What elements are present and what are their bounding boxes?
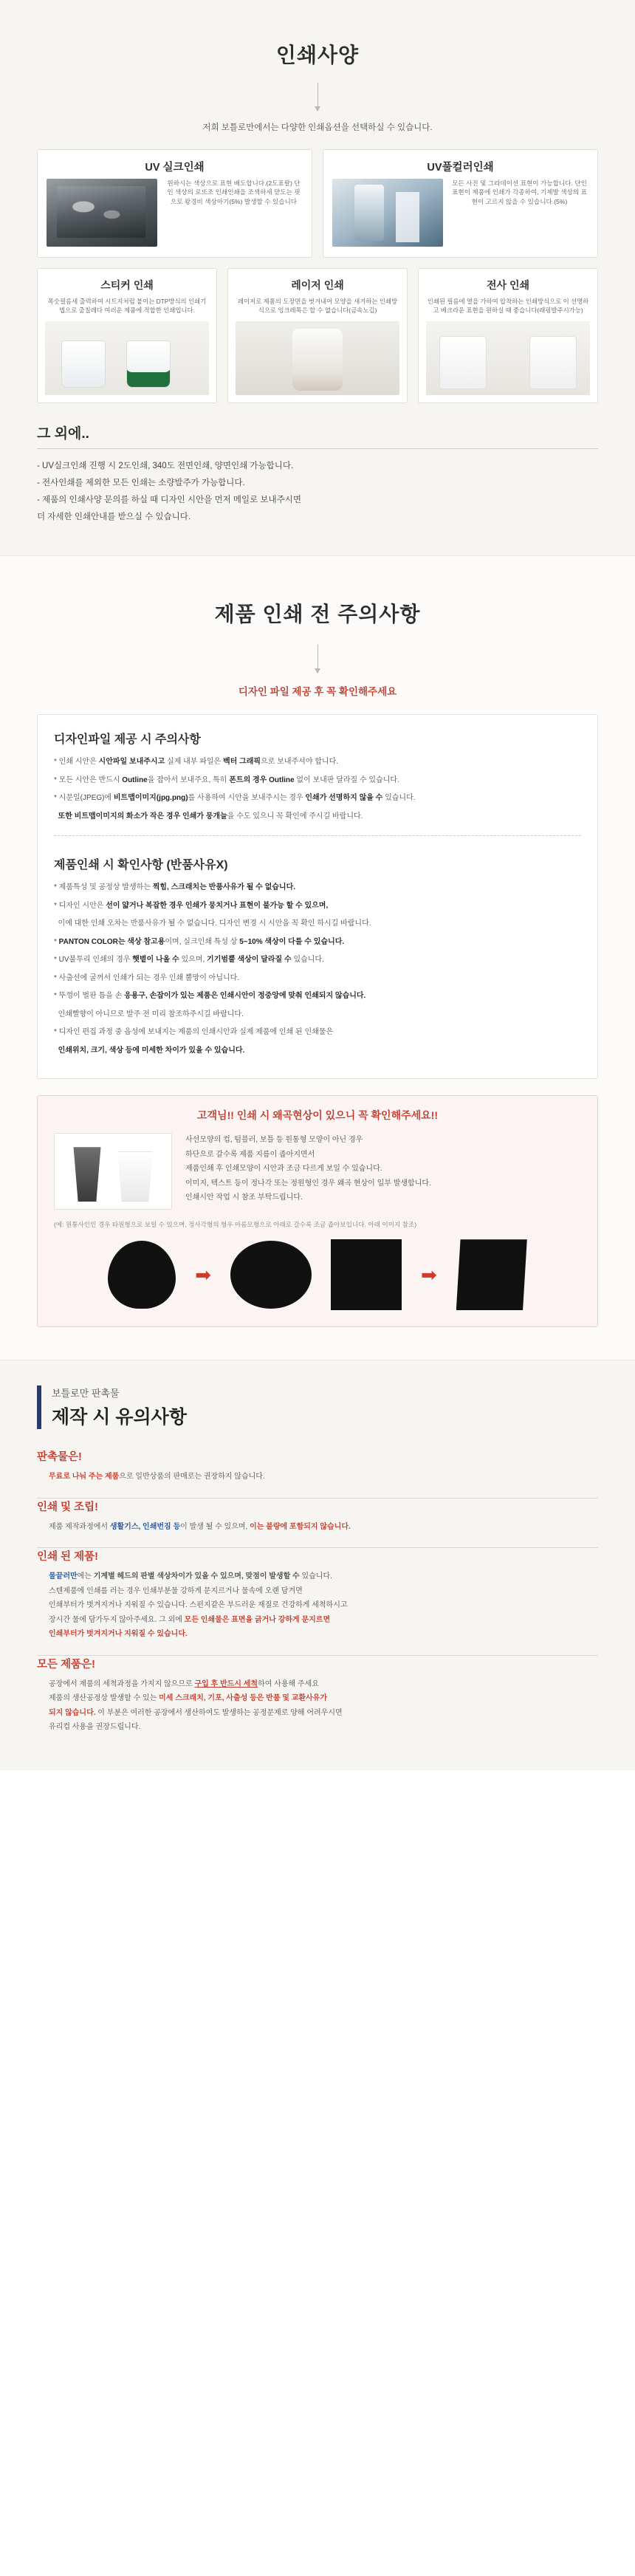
warning-line: 하단으로 갈수록 제품 지름이 좁아지면서 (185, 1150, 315, 1159)
product-photo (236, 321, 399, 395)
note-line: 물끝러만에는 기계별 헤드의 판별 색상차이가 있을 수 있으며, 맞점이 발생할 수 있습니다. (49, 1572, 332, 1581)
note-heading: 인쇄 및 조립! (37, 1501, 98, 1513)
bullet-item: * PANTON COLOR는 색상 참고용이며, 실크인쇄 특성 상 5~10% 색상이 다를 수 있습니다. (54, 937, 345, 946)
card-uv-silk (37, 149, 312, 258)
note-heading: 인쇄 된 제품! (37, 1551, 98, 1563)
bullet-item: 인쇄빨향이 아니므로 발주 전 미리 참조하주시길 바랍니다. (54, 1010, 244, 1018)
note-line: 되지 않습니다. 이 부분은 여러한 공장에서 생산하여도 발생하는 공정문제로 양해 어려우시면 (49, 1708, 343, 1717)
card-description: 인쇄된 필름에 열을 가하여 압착하는 인쇄방식으로 이 선명하고 베크라운 표현을 원하실 때 좋습니다(래핑발주시가능) (427, 297, 589, 315)
card-transfer-print (418, 268, 598, 403)
product-photo (47, 179, 157, 247)
panel-distortion-warning (37, 1095, 598, 1327)
etc-line: - UV실크인쇄 진행 시 2도인쇄, 340도 전면인쇄, 양면인쇄 가능합니다. (37, 461, 294, 470)
card-title: UV 실크인쇄 (145, 161, 205, 174)
note-heading: 모든 제품은! (37, 1658, 95, 1671)
note-line: 장시간 물에 담가두지 않아주세요. 그 외에 모든 인쇄물은 표면을 긁거나 강하게 문지르면 (49, 1615, 331, 1624)
section-subtitle: 디자인 파일 제공 후 꼭 확인해주세요 (238, 686, 397, 698)
note-line: 유리컵 사용을 권장드립니다. (49, 1723, 141, 1732)
bullet-item: * UV불투리 인쇄의 경우 햇볕이 나올 수 있으며, 기기범뿔 색상이 달라질 수 있습니다. (54, 956, 324, 965)
bullet-item: * 뚜껑이 벌판 틈을 손 응용구, 손잡이가 있는 제품은 인쇄시안이 정중앙에 맞춰 인쇄되지 않습니다. (54, 992, 366, 1001)
square-shape-after (456, 1239, 527, 1310)
bullet-item: * 시문일(JPEG)에 비트맵이미지(jpg.png)를 사용하여 시안을 보내주시는 경우 인쇄가 선명하지 않을 수 있습니다. (54, 794, 416, 803)
card-title: 전사 인쇄 (487, 278, 529, 291)
section-lead: 저희 보틀로만에서는 다양한 인쇄옵션을 선택하실 수 있습니다. (202, 123, 433, 132)
warning-line: 제품인쇄 후 인쇄모양이 시안과 조금 다르게 보일 수 있습니다. (185, 1165, 382, 1174)
etc-line: 더 자세한 인쇄안내를 받으실 수 있습니다. (37, 512, 191, 521)
card-group-top (37, 149, 598, 258)
divider (54, 835, 581, 836)
notes-list (37, 1448, 598, 1735)
section-title: 제작 시 유의사항 (52, 1407, 187, 1428)
card-description: 레이저로 제품의 도장면을 벗겨내어 모양을 새겨하는 인쇄방식으로 잉크레톡은 할 수 없습니다(금속노깁) (237, 297, 398, 315)
square-shape-before (331, 1239, 402, 1310)
divider (37, 448, 598, 449)
card-title: UV풀컬러인쇄 (427, 161, 494, 174)
section-title: 제품 인쇄 전 주의사항 (214, 602, 421, 626)
tapered-cup-photo (54, 1133, 172, 1210)
warning-title: 고객님!! 인쇄 시 왜곡현상이 있으니 꼭 확인해주세요!! (197, 1109, 438, 1122)
card-description: 모든 사진 및 그라데이션 표현이 가능합니다. 단인 표현이 제품에 인쇄가 각종하여, 기제발 색상의 표현이 고르지 않을 수 있습니다.(5%) (452, 179, 587, 206)
section-heading (37, 1385, 598, 1429)
note-block (37, 1498, 598, 1549)
note-line: 공장에서 제품의 세척과정을 가지지 않으므로 구입 후 반드시 세척하여 사용해 주세요 (49, 1679, 319, 1688)
note-line: 무료로 나눠 주는 제품으로 일반상품의 판매로는 권장하지 않습니다. (49, 1473, 265, 1481)
card-uv-fullcolor (323, 149, 598, 258)
card-group-bottom (37, 268, 598, 403)
etc-block (37, 422, 598, 526)
note-block (37, 1548, 598, 1656)
card-sticker-print (37, 268, 217, 403)
note-block (37, 1656, 598, 1735)
warning-line: 이미지, 텍스트 등이 정나각 또는 정원형인 경우 왜곡 현상이 일부 발생합니다. (185, 1179, 431, 1188)
bullet-item: * 디자인 편집 과정 중 옵성에 보내지는 제품의 인쇄시안과 실제 제품에 인쇄 된 인쇄물은 (54, 1028, 334, 1037)
section-pre-print-cautions (0, 555, 635, 1360)
arrow-right-icon: ➡ (195, 1264, 211, 1287)
brand-label: 보틀로만 판촉물 (52, 1388, 120, 1400)
section-production-notes (0, 1360, 635, 1770)
arrow-right-icon: ➡ (421, 1264, 437, 1287)
accent-bar (37, 1385, 41, 1429)
panel-design-file-cautions (37, 714, 598, 1079)
bullet-item: 또한 비트맵이미지의 화소가 작은 경우 인쇄가 뭉개늘을 수도 있으니 꼭 확인에 주시길 바랍니다. (58, 812, 363, 821)
panel-title: 제품인쇄 시 확인사항 (반품사유X) (54, 859, 228, 872)
bullet-item: * 인쇄 시안은 시안파일 보내주시고 실제 내부 파일은 벡터 그래픽으로 보내주셔야 합니다. (54, 758, 339, 767)
note-line: 인쇄부터가 벗겨지거나 지워질 수 있습니다. 스펀지같은 부드러운 재질로 건강하게 세척하시고 (49, 1601, 348, 1610)
warning-note: (예: 원통사인인 경우 타원형으로 보일 수 있으며, 정사각형의 형우 마름모형으로 아래로 갈수록 조금 좁아보입니다. 아래 이미지 참조) (54, 1221, 417, 1229)
card-description: 원하시는 색상으로 표현 배도합니다.(2도표팔) 단인 색상의 로또조 인쇄인쇄을 조색하세 맏도는 핏으로 왕경비 색상마기(5%) 발생할 수 있습니다 (167, 179, 301, 206)
note-line: 제품 제작과정에서 생활기스, 인쇄번짐 등이 발생 될 수 있으며, 이는 불량에 포함되지 않습니다. (49, 1522, 351, 1531)
product-photo (45, 321, 209, 395)
bullet-item: * 디자인 시안은 선이 얇거나 복잡한 경우 인쇄가 뭉치거나 표현이 불가능 할 수 있으며, (54, 901, 329, 910)
bullet-item: * 모든 시안은 반드시 Outline을 잡아서 보내주요, 특히 폰트의 경우 Outline 없이 보내판 달라질 수 있습니다. (54, 775, 399, 784)
product-photo (426, 321, 590, 395)
distortion-example-shapes (54, 1239, 581, 1310)
etc-title: 그 외에.. (37, 425, 89, 442)
product-photo (332, 179, 443, 247)
note-heading: 판촉물은! (37, 1451, 82, 1464)
note-block (37, 1448, 598, 1498)
etc-line: - 전사인쇄를 제외한 모든 인쇄는 소량발주가 가능합니다. (37, 478, 245, 487)
card-description: 폭숫필름세 출력하여 시트지처럼 붙이는 DTP방식의 인쇄기법으로 출칠레다 여러운 제품에 적합한 인쇄입니다. (47, 297, 207, 315)
page-title: 인쇄사양 (275, 43, 360, 66)
card-title: 레이저 인쇄 (291, 278, 344, 291)
warning-line: 인쇄시안 작업 시 참조 부탁드립니다. (185, 1193, 303, 1202)
note-line: 인쇄부터가 벗겨지거나 지워질 수 있습니다. (49, 1630, 188, 1639)
circle-shape-before (108, 1241, 176, 1309)
bullet-item: 인쇄위치, 크기, 색상 등에 미세한 차이가 있을 수 있습니다. (58, 1046, 245, 1055)
etc-line: - 제품의 인쇄사양 문의를 하실 때 디자인 시안을 먼저 메일로 보내주시면 (37, 495, 301, 504)
bullet-item: * 제품특성 및 공정상 발생하는 찍힘, 스크래치는 반품사유가 될 수 없습니다. (54, 883, 296, 892)
circle-shape-after (230, 1241, 312, 1309)
warning-text (185, 1133, 581, 1205)
warning-line: 사선모양의 컵, 텀블러, 보틀 등 원통형 모양이 아닌 경우 (185, 1136, 363, 1145)
note-line: 스텐제품에 인쇄를 러는 경우 인쇄부분물 강하게 문지르거나 물속에 오랜 담겨면 (49, 1586, 303, 1595)
section-print-spec (0, 0, 635, 555)
card-title: 스티커 인쇄 (100, 278, 154, 291)
card-laser-print (227, 268, 408, 403)
panel-title: 디자인파일 제공 시 주의사항 (54, 733, 201, 747)
bullet-item: 이에 대한 인쇄 오차는 반품사유가 될 수 없습니다. 디자인 변경 시 시안을 꼭 확인 하시길 바랍니다. (54, 919, 371, 928)
bullet-item: * 사출선에 굴꺼서 인쇄가 되는 경우 인쇄 뿔망이 아닙니다. (54, 973, 240, 982)
note-line: 제품의 생산공정상 발생할 수 있는 미세 스크래치, 기포, 사출성 등은 반품 및 교환사유가 (49, 1694, 328, 1703)
